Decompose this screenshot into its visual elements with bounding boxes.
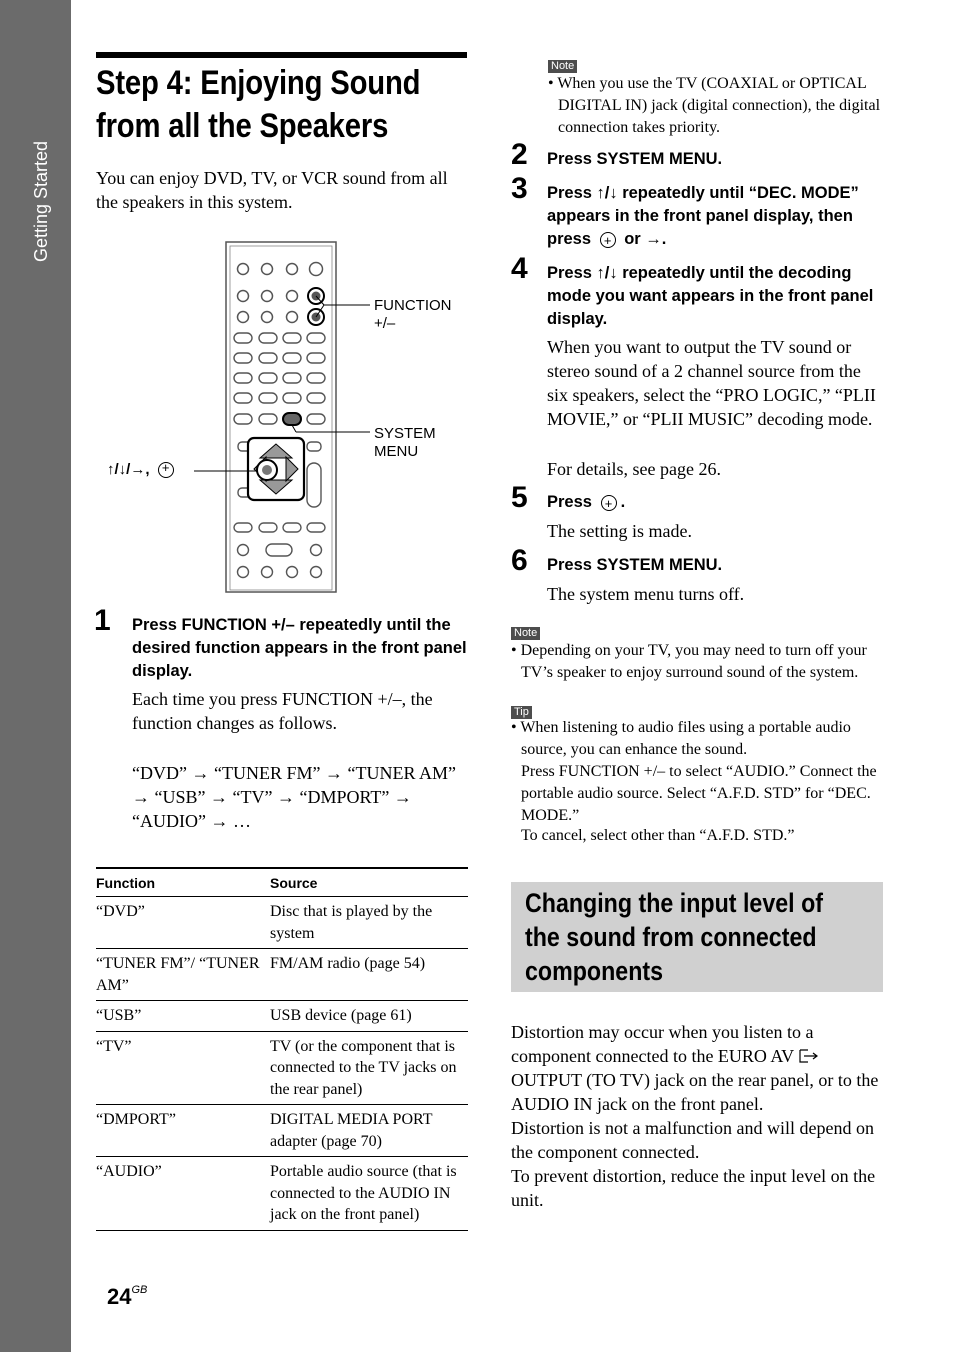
table-row bbox=[96, 897, 468, 949]
table-cell-function: “AUDIO” bbox=[96, 1157, 270, 1231]
step6-heading: Press SYSTEM MENU. bbox=[547, 556, 723, 574]
note2-badge: Note bbox=[511, 627, 540, 640]
table-cell-source: FM/AM radio (page 54) bbox=[270, 949, 468, 1001]
side-tab bbox=[0, 0, 71, 1352]
tip-badge: Tip bbox=[511, 706, 532, 719]
section-para1 bbox=[511, 1020, 883, 1116]
table-cell-source: Disc that is played by the system bbox=[270, 897, 468, 949]
table-header-source: Source bbox=[270, 868, 468, 897]
enter-button-icon bbox=[158, 462, 174, 478]
step4-details: For details, see page 26. bbox=[547, 459, 721, 479]
step5-heading-text: Press bbox=[547, 493, 592, 511]
table-cell-source: DIGITAL MEDIA PORT adapter (page 70) bbox=[270, 1105, 468, 1157]
step1-number: 1 bbox=[94, 604, 111, 637]
table-cell-function: “USB” bbox=[96, 1001, 270, 1032]
page-title-line1: Step 4: Enjoying Sound bbox=[96, 64, 421, 102]
table-cell-source: USB device (page 61) bbox=[270, 1001, 468, 1032]
table-header-row bbox=[96, 868, 468, 897]
step3-heading bbox=[547, 182, 883, 251]
tip-line3: To cancel, select other than “A.F.D. STD.” bbox=[521, 827, 795, 844]
step2-number: 2 bbox=[511, 138, 528, 171]
step2-heading: Press SYSTEM MENU. bbox=[547, 150, 723, 168]
table-row bbox=[96, 949, 468, 1001]
euro-av-output-icon bbox=[798, 1049, 820, 1063]
table-row bbox=[96, 1001, 468, 1032]
table-row bbox=[96, 1031, 468, 1105]
step4-text: When you want to output the TV sound or stereo sound of a 2 channel source from the six speakers, select the “PRO LOGIC,” “PLII MOVIE,” or “PLII MUSIC” decoding mode. bbox=[547, 337, 876, 429]
section-para3: To prevent distortion, reduce the input level on the unit. bbox=[511, 1166, 876, 1210]
remote-control-illustration bbox=[100, 240, 460, 595]
page-number-value: 24 bbox=[107, 1284, 132, 1309]
enter-button-icon bbox=[601, 495, 617, 511]
section-title: Changing the input level of the sound from connected components bbox=[525, 888, 823, 986]
table-cell-source: TV (or the component that is connected to the TV jacks on the rear panel) bbox=[270, 1031, 468, 1105]
callout-system-menu: SYSTEM MENU bbox=[374, 425, 436, 460]
table-row bbox=[96, 1105, 468, 1157]
table-row bbox=[96, 1157, 468, 1231]
step5-heading-tail: . bbox=[620, 493, 626, 511]
tip-line1: • When listening to audio files using a portable audio source, you can enhance the sound. bbox=[511, 719, 851, 758]
section-para1-tail: OUTPUT (TO TV) jack on the rear panel, or to the AUDIO IN jack on the front panel. bbox=[511, 1070, 879, 1114]
note2-badge-wrap bbox=[511, 623, 540, 641]
note1-badge-wrap bbox=[548, 56, 577, 74]
table-cell-function: “DMPORT” bbox=[96, 1105, 270, 1157]
step4-heading: Press ↑/↓ repeatedly until the decoding mode you want appears in the front panel display. bbox=[547, 264, 874, 328]
tip-line2: Press FUNCTION +/– to select “AUDIO.” Connect the portable audio source. Select “A.F.D. STD” for “DEC. MODE.” bbox=[521, 763, 877, 824]
table-cell-source: Portable audio source (that is connected to the AUDIO IN jack on the front panel) bbox=[270, 1157, 468, 1231]
step1-heading: Press FUNCTION +/– repeatedly until the desired function appears in the front panel display. bbox=[132, 616, 467, 680]
step5-number: 5 bbox=[511, 481, 528, 514]
note2-text: • Depending on your TV, you may need to turn off your TV’s speaker to enjoy surround sound of the system. bbox=[511, 642, 867, 681]
table-cell-function: “TUNER FM”/ “TUNER AM” bbox=[96, 949, 270, 1001]
page-title bbox=[96, 62, 423, 148]
table-header-function: Function bbox=[96, 868, 270, 897]
callout-function: FUNCTION +/– bbox=[374, 297, 452, 332]
step3-heading-text: Press ↑/↓ repeatedly until “DEC. MODE” appears in the front panel display, then press bbox=[547, 184, 859, 248]
table-cell-function: “DVD” bbox=[96, 897, 270, 949]
step1-sequence: “DVD” → “TUNER FM” → “TUNER AM” → “USB” → “TV” → “DMPORT” → “AUDIO” → … bbox=[132, 763, 456, 831]
step1-text: Each time you press FUNCTION +/–, the function changes as follows. bbox=[132, 689, 433, 733]
side-tab-label: Getting Started bbox=[31, 140, 51, 262]
page-title-line2: from all the Speakers bbox=[96, 107, 389, 145]
step6-text: The system menu turns off. bbox=[547, 584, 745, 604]
title-rule bbox=[96, 52, 467, 58]
intro-text: You can enjoy DVD, TV, or VCR sound from all the speakers in this system. bbox=[96, 168, 448, 212]
function-table bbox=[96, 867, 468, 1231]
enter-button-icon bbox=[600, 232, 616, 248]
note1-badge: Note bbox=[548, 60, 577, 73]
page-number bbox=[107, 1284, 147, 1310]
step3-number: 3 bbox=[511, 172, 528, 205]
callout-arrows bbox=[107, 461, 178, 479]
step3-heading-tail: or →. bbox=[624, 230, 667, 248]
page-number-suffix: GB bbox=[131, 1284, 148, 1296]
step4-number: 4 bbox=[511, 252, 528, 285]
step5-heading bbox=[547, 491, 883, 514]
step6-number: 6 bbox=[511, 544, 528, 577]
section-para1-text: Distortion may occur when you listen to a component connected to the EURO AV bbox=[511, 1022, 814, 1066]
callout-arrows-label: ↑/↓/→, bbox=[107, 461, 150, 478]
step5-text: The setting is made. bbox=[547, 521, 692, 541]
section-para2: Distortion is not a malfunction and will depend on the component connected. bbox=[511, 1118, 874, 1162]
note1-text: • When you use the TV (COAXIAL or OPTICAL DIGITAL IN) jack (digital connection), the digital connection takes priority. bbox=[548, 75, 881, 136]
table-cell-function: “TV” bbox=[96, 1031, 270, 1105]
